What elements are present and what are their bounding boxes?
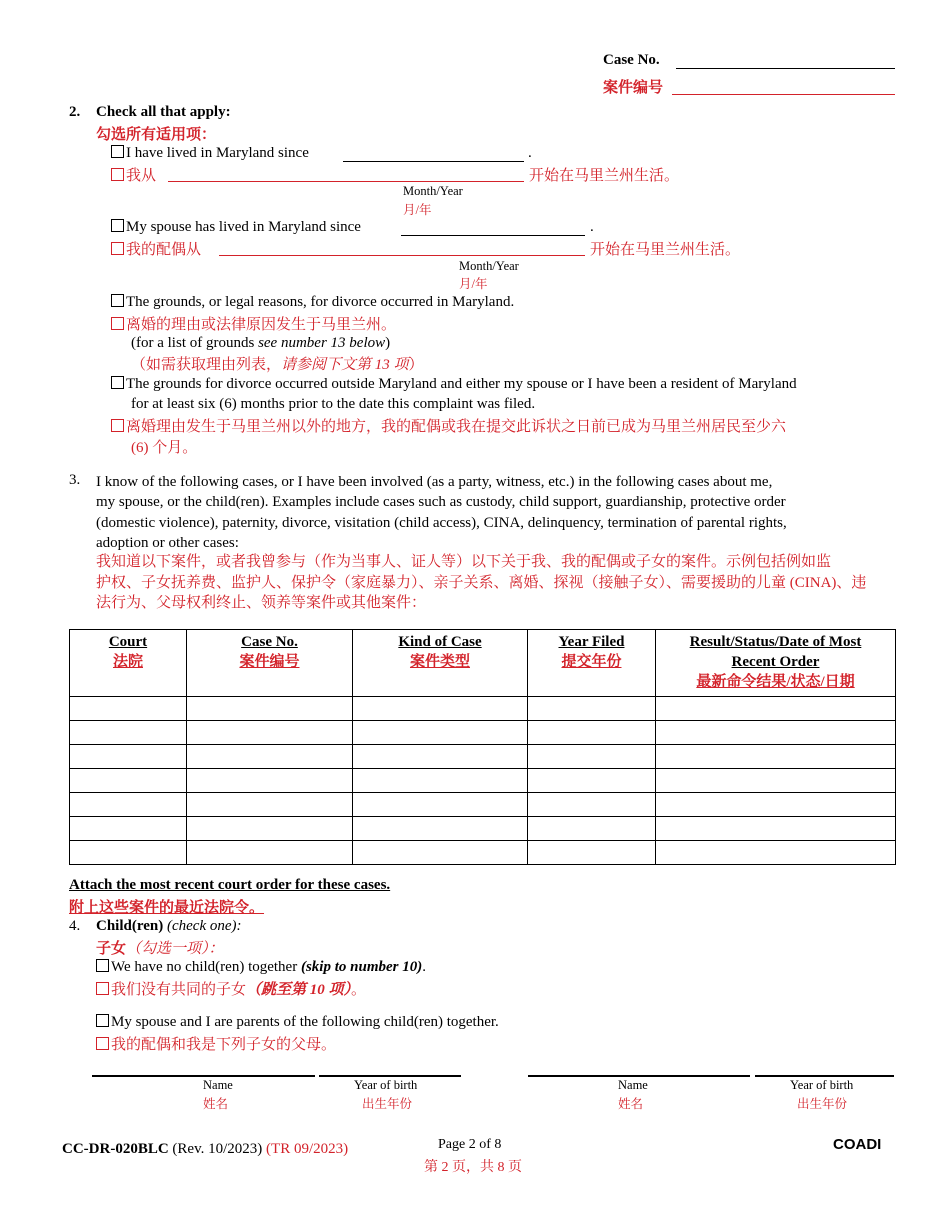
child-2-yob-field[interactable] [755,1060,894,1077]
option-spouse-lived-zh [111,238,201,259]
table-cell[interactable] [187,697,353,721]
section-4-title-zh [96,937,224,958]
grounds-note-zh-b: 请参阅下文第 13 项 [281,357,409,373]
lived-in-maryland-label: I have lived in Maryland since [126,145,309,161]
table-cell[interactable] [70,841,187,865]
spouse-lived-zh-post: 开始在马里兰州生活。 [590,242,741,258]
case-no-field-zh-line [672,77,895,95]
spouse-lived-label: My spouse has lived in Maryland since [126,219,361,235]
lived-zh-pre: 我从 [126,168,157,184]
section-3-zh-line-2: 护权、子女抚养费、监护人、保护令（家庭暴力）、亲子关系、离婚、探视（接触子女）、需要援助的儿童 (CINA)、违 [96,574,867,591]
option-spouse-lived-in-maryland [111,219,361,236]
table-cell[interactable] [353,721,528,745]
grounds-note-zh-c: ） [408,357,424,373]
option-parents-zh [96,1033,336,1054]
lived-in-maryland-checkbox-zh [111,168,124,181]
month-year-caption-2: Month/Year [459,259,519,273]
option-lived-in-maryland [111,145,309,162]
col-kind-zh: 案件类型 [409,654,470,670]
option-lived-in-maryland-zh [111,164,156,185]
grounds-outside-label-1: The grounds for divorce occurred outside Maryland and either my spouse or I have been a resident of Maryland [126,376,797,392]
section-2-title-zh: 勾选所有适用项： [96,127,217,143]
no-children-end: . [422,959,426,975]
no-children-checkbox[interactable] [96,959,109,972]
table-cell[interactable] [70,697,187,721]
option-grounds-in-maryland-zh [111,313,396,334]
spouse-lived-checkbox-zh [111,242,124,255]
grounds-note-zh [131,353,424,374]
option-grounds-outside-maryland [111,376,797,393]
table-cell[interactable] [353,793,528,817]
section-2-number: 2. [69,104,81,120]
parents-checkbox-zh [96,1037,109,1050]
col-result-en-a: Result/Status/Date of Most [689,634,862,650]
grounds-outside-checkbox-zh [111,419,124,432]
grounds-in-maryland-checkbox-zh [111,317,124,330]
table-cell[interactable] [656,817,896,841]
cases-table-header [70,630,896,697]
attach-order-note-zh: 附上这些案件的最近法院令。 [69,900,265,916]
table-cell[interactable] [70,769,187,793]
col-year-en: Year Filed [558,634,625,650]
table-row [70,697,896,721]
table-row [70,721,896,745]
table-cell[interactable] [70,745,187,769]
grounds-outside-label-2: for at least six (6) months prior to the date this complaint was filed. [131,396,536,412]
col-kind-of-case [353,630,528,697]
child-1-yob-caption-zh: 出生年份 [362,1097,413,1111]
no-children-checkbox-zh [96,982,109,995]
col-court [70,630,187,697]
child-2-yob-caption-zh: 出生年份 [797,1097,848,1111]
table-cell[interactable] [528,793,656,817]
table-cell[interactable] [70,721,187,745]
grounds-outside-label-zh-1: 离婚理由发生于马里兰州以外的地方，我的配偶或我在提交此诉状之日前已成为马里兰州居民至少六 [126,419,787,435]
table-cell[interactable] [187,745,353,769]
table-cell[interactable] [70,817,187,841]
section-3-zh-line-1: 我知道以下案件，或者我曾参与（作为当事人、证人等）以下关于我、我的配偶或子女的案件。示例包括例如监 [96,554,832,570]
col-kind-en: Kind of Case [398,634,482,650]
grounds-in-maryland-checkbox[interactable] [111,294,124,307]
grounds-note-post: ) [385,335,391,351]
spouse-lived-field-zh-line [219,238,585,256]
table-cell[interactable] [187,793,353,817]
child-1-yob-caption: Year of birth [354,1078,418,1092]
child-1-yob-field[interactable] [319,1060,461,1077]
col-year-zh: 提交年份 [561,654,622,670]
table-row [70,793,896,817]
col-case-no-en: Case No. [241,634,298,650]
lived-in-maryland-checkbox[interactable] [111,145,124,158]
no-children-label: We have no child(ren) together [111,959,301,975]
option-no-children-zh [96,978,366,999]
page-number-zh: 第 2 页，共 8 页 [424,1160,522,1175]
col-result-en-b: Recent Order [731,654,820,670]
grounds-note [131,335,390,352]
table-cell[interactable] [528,697,656,721]
col-result-status [656,630,896,697]
table-row [70,769,896,793]
no-children-end-zh: 。 [351,982,367,998]
spouse-lived-zh-pre: 我的配偶从 [126,242,202,258]
page-number: Page 2 of 8 [438,1137,502,1152]
child-1-name-caption: Name [203,1078,233,1092]
table-cell[interactable] [353,841,528,865]
parents-label: My spouse and I are parents of the following child(ren) together. [111,1014,499,1030]
form-rev: (Rev. 10/2023) [168,1141,267,1157]
table-cell[interactable] [528,841,656,865]
section-4-title-note: (check one): [166,918,242,934]
table-row [70,841,896,865]
section-3-text [96,472,787,553]
case-no-label-zh: 案件编号 [603,80,664,96]
lived-zh-post: 开始在马里兰州生活。 [529,168,680,184]
period: . [528,145,532,161]
grounds-note-ref: see number 13 below [258,335,386,351]
table-cell[interactable] [187,769,353,793]
grounds-in-maryland-label: The grounds, or legal reasons, for divorce occurred in Maryland. [126,294,515,310]
no-children-label-zh: 我们没有共同的子女 [111,982,247,998]
option-grounds-in-maryland [111,294,514,311]
no-children-skip: (skip to number 10) [300,959,423,975]
period-2: . [590,219,594,235]
section-3-line-3: (domestic violence), paternity, divorce, visitation (child access), CINA, delinquency, termination of parental rights, [96,514,787,531]
grounds-note-pre: (for a list of grounds [131,335,259,351]
section-3-line-4: adoption or other cases: [96,534,239,551]
form-id-code: CC-DR-020BLC [62,1141,169,1157]
table-cell[interactable] [528,817,656,841]
section-4-title-zh-note: （勾选一项）： [126,941,224,957]
table-cell[interactable] [528,745,656,769]
table-row [70,745,896,769]
table-cell[interactable] [187,721,353,745]
col-case-no [187,630,353,697]
section-3-number: 3. [69,472,81,488]
section-3-zh-line-3: 法行为、父母权利终止、领养等案件或其他案件： [96,595,427,611]
child-1-name-caption-zh: 姓名 [203,1097,229,1111]
option-parents-of-children [96,1014,499,1031]
section-4-title-zh-text: 子女 [96,941,127,957]
section-3-line-2: my spouse, or the child(ren). Examples include cases such as custody, child support, guardianship, protective order [96,494,786,511]
table-cell[interactable] [70,793,187,817]
child-2-name-caption-zh: 姓名 [618,1097,644,1111]
spouse-lived-since-field[interactable] [401,218,585,236]
table-cell[interactable] [353,697,528,721]
grounds-note-zh-a: （如需获取理由列表， [131,357,282,373]
form-tr: (TR 09/2023) [266,1141,349,1157]
col-court-en: Court [108,634,148,650]
grounds-outside-checkbox[interactable] [111,376,124,389]
table-cell[interactable] [353,817,528,841]
form-id [62,1141,348,1158]
grounds-in-maryland-label-zh: 离婚的理由或法律原因发生于马里兰州。 [126,317,397,333]
option-no-children [96,959,426,976]
table-cell[interactable] [187,841,353,865]
month-year-caption-zh: 月/年 [403,203,432,217]
attach-order-note: Attach the most recent court order for these cases. [69,877,391,893]
section-4-title [96,918,242,935]
lived-since-field[interactable] [343,144,524,162]
section-4-number: 4. [69,918,81,934]
cases-table [69,629,896,865]
month-year-caption: Month/Year [403,184,463,198]
coadi-code: COADI [833,1136,882,1153]
parents-checkbox[interactable] [96,1014,109,1027]
table-cell[interactable] [656,745,896,769]
table-cell[interactable] [187,817,353,841]
table-cell[interactable] [353,745,528,769]
section-4-title-text: Child(ren) [96,918,164,934]
option-grounds-outside-zh [111,415,786,436]
table-row [70,817,896,841]
case-no-label: Case No. [603,52,660,68]
section-3-text-zh [96,552,866,614]
parents-label-zh: 我的配偶和我是下列子女的父母。 [111,1037,337,1053]
month-year-caption-2-zh: 月/年 [459,277,488,291]
case-no-field[interactable] [676,51,895,69]
col-result-zh: 最新命令结果/状态/日期 [696,674,855,690]
child-2-name-caption: Name [618,1078,648,1092]
child-2-name-field[interactable] [528,1060,750,1077]
table-cell[interactable] [656,841,896,865]
col-court-zh: 法院 [112,654,143,670]
col-case-no-zh: 案件编号 [239,654,300,670]
table-cell[interactable] [656,721,896,745]
col-year-filed [528,630,656,697]
table-cell[interactable] [656,697,896,721]
spouse-lived-checkbox[interactable] [111,219,124,232]
table-cell[interactable] [656,769,896,793]
table-cell[interactable] [528,769,656,793]
child-1-name-field[interactable] [92,1060,315,1077]
table-cell[interactable] [528,721,656,745]
section-3-line-1: I know of the following cases, or I have been involved (as a party, witness, etc.) in the following cases about me, [96,474,773,490]
table-cell[interactable] [656,793,896,817]
child-2-yob-caption: Year of birth [790,1078,854,1092]
grounds-outside-label-zh-2: (6) 个月。 [131,440,198,456]
section-2-title: Check all that apply: [96,104,231,120]
table-cell[interactable] [353,769,528,793]
no-children-skip-zh: （跳至第 10 项） [246,982,352,998]
lived-since-field-zh-line [168,164,524,182]
